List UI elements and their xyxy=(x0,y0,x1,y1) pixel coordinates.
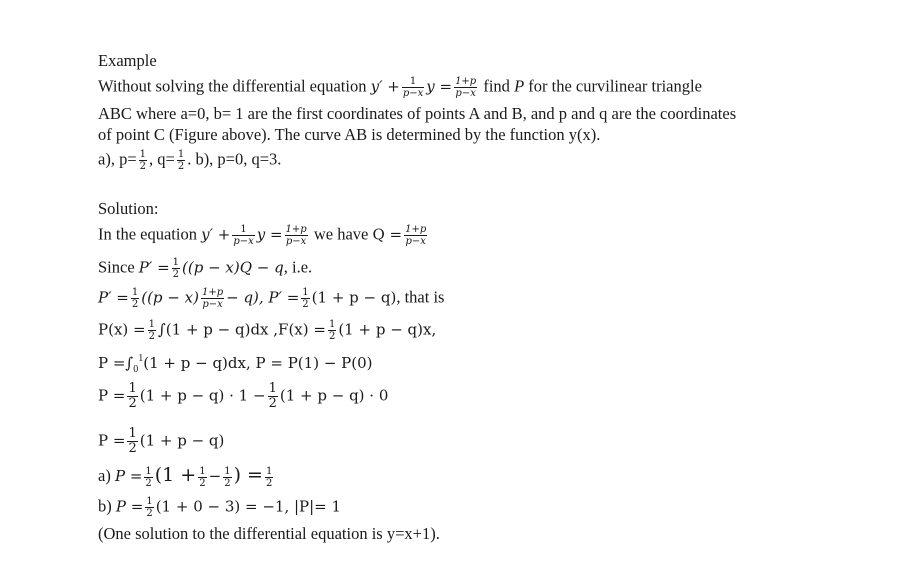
fraction: $\frac{1}{2}$ xyxy=(268,381,277,411)
fraction: $\frac{1}{2}$ xyxy=(199,465,206,489)
fraction: $\frac{1}{2}$ xyxy=(177,149,185,172)
fraction: $\frac{1+p}{p-x}$ xyxy=(405,224,427,247)
fraction: $\frac{1+p}{p-x}$ xyxy=(285,224,307,247)
fraction: $\frac{1}{2}$ xyxy=(172,257,180,280)
solution-line-8: a) P = $\frac{1}{2}$ (1 + $\frac{1}{2}$ − $\frac{1}{2}$ ) = $\frac{1}{2}$ xyxy=(98,464,273,489)
fraction: $\frac{1}{2}$ xyxy=(148,319,155,342)
fraction: $\frac{1}{2}$ xyxy=(145,465,152,489)
solution-line-1: In the equation y′ + $\frac{1}{p-x}$ y = $\frac{1+p}{p-x}$ we have Q = $\frac{1+p}{p-x}$ xyxy=(98,224,427,247)
solution-line-4: P(x) = $\frac{1}{2}$ ∫(1 + p − q)dx ,F(x) = $\frac{1}{2}$ (1 + p − q)x, xyxy=(98,319,437,342)
solution-line-2: Since P′ = $\frac{1}{2}$ ((p − x)Q − q, i.e. xyxy=(98,257,313,280)
fraction: $\frac{1}{2}$ xyxy=(131,287,139,310)
fraction: $\frac{1}{2}$ xyxy=(302,287,309,310)
solution-line-7: P = $\frac{1}{2}$ (1 + p − q) xyxy=(98,426,225,456)
example-line-2: ABC where a=0, b= 1 are the first coordinates of points A and B, and p and q are the coordinates xyxy=(98,104,737,123)
example-line-3: of point C (Figure above). The curve AB is determined by the function y(x). xyxy=(98,125,601,144)
solution-line-3: P′ = $\frac{1}{2}$ ((p − x) $\frac{1+p}{p-x}$ − q), P′ = $\frac{1}{2}$ (1 + p − q), that is xyxy=(98,287,445,310)
example-line-1: Without solving the differential equation y′ + $\frac{1}{p-x}$ y = $\frac{1+p}{p-x}$ find P for the curvilinear triangle xyxy=(98,76,702,99)
fraction: $\frac{1}{2}$ xyxy=(139,149,146,172)
fraction: $\frac{1}{2}$ xyxy=(128,426,137,456)
solution-line-6: P = $\frac{1}{2}$ (1 + p − q) · 1 − $\frac{1}{2}$ (1 + p − q) · 0 xyxy=(98,381,389,411)
fraction: $\frac{1}{2}$ xyxy=(224,465,231,489)
fraction: $\frac{1}{2}$ xyxy=(265,465,273,489)
fraction: $\frac{1}{2}$ xyxy=(328,319,336,342)
fraction: $\frac{1}{p-x}$ xyxy=(402,76,424,99)
fraction: $\frac{1}{p-x}$ xyxy=(233,224,254,247)
fraction: $\frac{1}{2}$ xyxy=(146,496,153,519)
solution-line-9: b) P = $\frac{1}{2}$ (1 + 0 − 3) = −1, |P|= 1 xyxy=(98,496,342,519)
solution-line-10: (One solution to the differential equation is y=x+1). xyxy=(98,524,440,543)
solution-line-5: $P =\int_0^1(1 + p - q)dx$, P = P(1) − P(0) xyxy=(98,353,373,375)
solution-heading: Solution: xyxy=(98,199,159,218)
fraction: $\frac{1+p}{p-x}$ xyxy=(455,76,477,99)
fraction: $\frac{1}{2}$ xyxy=(128,381,137,411)
example-answers: a), p= $\frac{1}{2}$ , q= $\frac{1}{2}$ . b), p=0, q=3. xyxy=(98,149,282,172)
example-heading: Example xyxy=(98,51,157,70)
fraction: $\frac{1+p}{p-x}$ xyxy=(201,287,224,310)
